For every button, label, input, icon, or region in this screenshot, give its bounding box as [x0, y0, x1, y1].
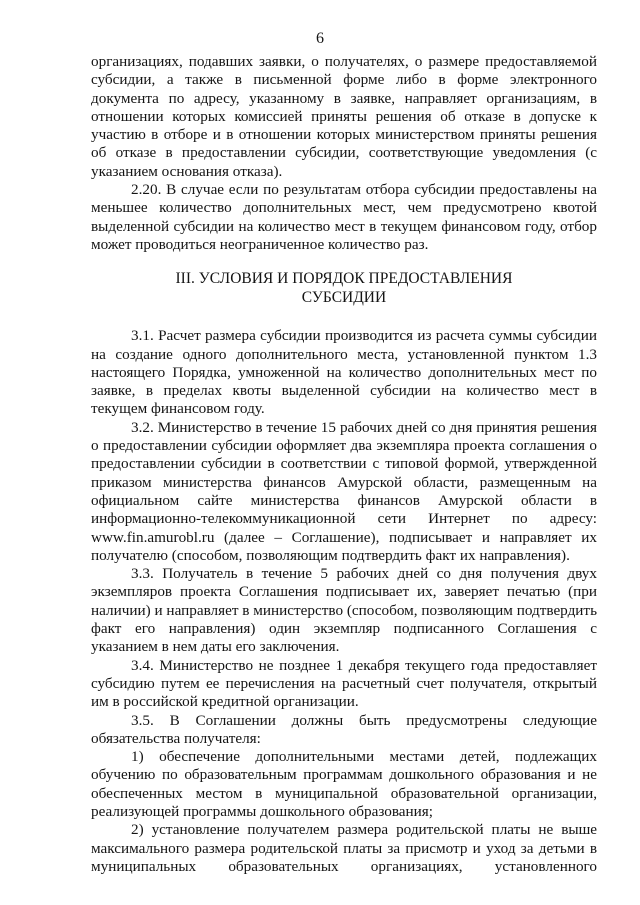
clause-2-20: 2.20. В случае если по результатам отбора субсидии предоставлены на меньшее количество дополнительных мест, чем предусмотрено квотой выделенной субсидии на количество мест в текущем финансовом году, отбор может проводиться неограниченное количество раз.: [91, 181, 597, 253]
obligation-item-2: 2) установление получателем размера родительской платы не выше максимального размера родительской платы за присмотр и уход за детьми в муниципальных образовательных организациях, установленного: [91, 821, 597, 875]
clause-3-5: 3.5. В Соглашении должны быть предусмотрены следующие обязательства получателя:: [91, 711, 597, 747]
intro-paragraph: организациях, подавших заявки, о получателях, о размере предоставляемой субсидии, а также в письменной форме либо в форме электронного документа по адресу, указанному в заявке, направляет организациям, в отношении которых комиссией приняты решения об отказе в допуске к участию в отборе и в отношении которых министерством приняты решения об отказе в предоставлении субсидии, соответствующие уведомления (с указанием основания отказа).: [91, 53, 597, 180]
clause-3-2: 3.2. Министерство в течение 15 рабочих дней со дня принятия решения о предоставлении субсидии оформляет два экземпляра проекта соглашения о предоставлении субсидии в соответствии с типовой формой, утвержденной приказом министерства финансов Амурской области, размещенным на официальном сайте министерства финансов Амурской области в информационно-телекоммуникационной сети Интернет по адресу: www.fin.amurobl.ru (далее – Соглашение), подписывает и направляет их получателю (способом, позволяющим подтвердить факт их направления).: [91, 418, 597, 564]
page-number: 6: [316, 30, 324, 47]
section-heading-line-2: СУБСИДИИ: [301, 288, 387, 306]
clause-3-3: 3.3. Получатель в течение 5 рабочих дней со дня получения двух экземпляров проекта Соглашения подписывает их, заверяет печатью (при наличии) и направляет в министерство (способом, позволяющим подтвердить факт его направления) один экземпляр подписанного Соглашения с указанием в нем даты его заключения.: [91, 565, 597, 656]
obligation-item-1: 1) обеспечение дополнительными местами детей, подлежащих обучению по образовательным программам дошкольного образования и не обеспеченных местом в муниципальной образовательной организации, реализующей программы дошкольного образования;: [91, 748, 597, 820]
document-body: [91, 53, 597, 876]
clause-3-1: 3.1. Расчет размера субсидии производится из расчета суммы субсидии на создание одного дополнительного места, установленной пунктом 1.3 настоящего Порядка, умноженной на количество дополнительных мест по заявке, в пределах квоты выделенной субсидии на количество мест в текущем финансовом году.: [91, 327, 597, 418]
section-heading: [91, 270, 597, 307]
section-heading-line-1: III. УСЛОВИЯ И ПОРЯДОК ПРЕДОСТАВЛЕНИЯ: [175, 270, 513, 288]
clause-3-4: 3.4. Министерство не позднее 1 декабря текущего года предоставляет субсидию путем ее перечисления на расчетный счет получателя, открытый им в российской кредитной организации.: [91, 656, 597, 711]
